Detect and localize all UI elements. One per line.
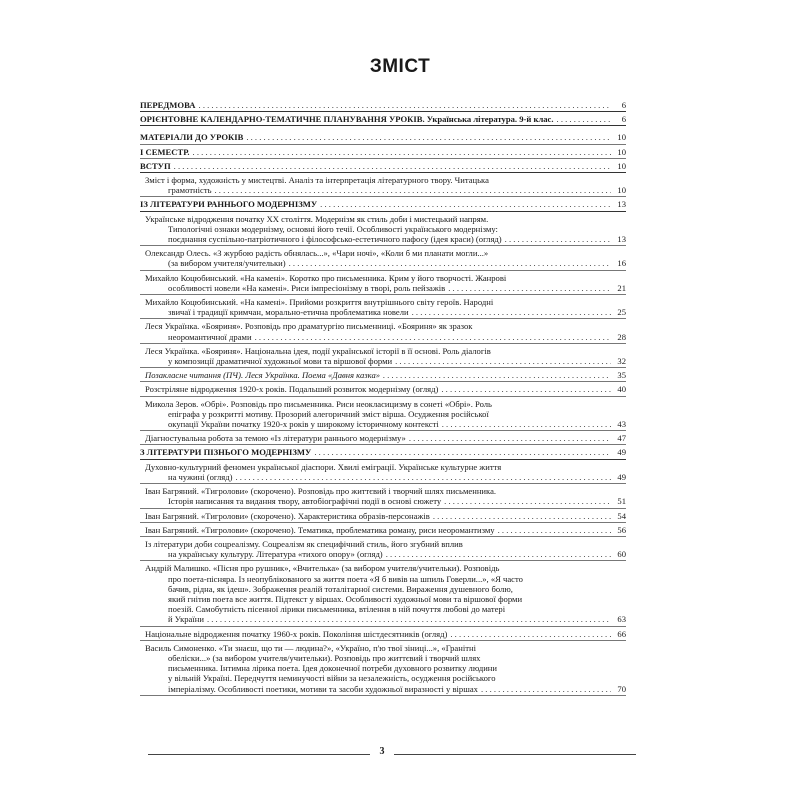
toc-page-number: 21 [617,282,626,293]
toc-entry-line [140,185,626,195]
toc-entry[interactable] [140,445,626,459]
toc-page-number: 56 [617,524,626,535]
toc-page-number: 49 [617,471,626,482]
toc-entry-line [140,549,626,559]
toc-entry-text: письменника. Інтимна лірика поета. Ідея доконечної потреби духовного розвитку людини [168,663,497,674]
toc-entry[interactable] [140,98,626,112]
toc-page-number: 10 [617,146,626,157]
toc-entry-text: на чужині (огляд) [168,471,233,482]
toc-page-number: 51 [617,496,626,507]
toc-entry-line [140,419,626,429]
toc-entry-line [140,100,626,110]
toc-entry-text: який гнітив поета все життя. Підтекст у віршах. Особливості художньої мови та віршової форми [168,593,523,604]
toc-entry-line [140,161,626,171]
dot-leader [215,185,612,195]
toc-entry-text: й України [168,614,204,625]
toc-entry-line [140,663,626,673]
toc-page-number: 49 [617,447,626,458]
dot-leader [255,332,611,342]
toc-entry-text: Михайло Коцюбинський. «На камені». Прийоми розкриття внутрішнього світу героїв. Народні [145,297,494,308]
toc-entry-line [140,258,626,268]
toc-page-number: 32 [617,356,626,367]
page-title: ЗМІСТ [369,56,431,77]
toc-entry[interactable] [140,271,626,295]
toc-entry-text: ОРІЄНТОВНЕ КАЛЕНДАРНО-ТЕМАТИЧНЕ ПЛАНУВАННЯ УРОКІВ. Українська література. 9-й клас. [140,114,554,125]
toc-entry-text: окупації України початку 1920-х років у широкому історичному контексті [168,419,439,430]
toc-entry-line [140,248,626,258]
toc-page-number: 10 [617,132,626,143]
toc-entry[interactable] [140,344,626,368]
toc-entry-text: МАТЕРІАЛИ ДО УРОКІВ [140,132,244,143]
toc-page-number: 6 [621,114,626,125]
toc-entry[interactable] [140,295,626,319]
toc-page-number: 13 [617,199,626,210]
toc-entry-line [140,563,626,573]
dot-leader [174,161,611,171]
toc-entry-line [140,684,626,694]
toc-entry-line [140,321,626,331]
toc-entry-line [140,594,626,604]
toc-entry-line [140,584,626,594]
toc-entry[interactable] [140,145,626,159]
toc-entry[interactable] [140,641,626,696]
toc-entry-line [140,214,626,224]
toc-entry-line [140,297,626,307]
toc-entry-text: про поета-пісняра. Із неопублікованого за життя поета «Я б вивів на шпиль Говерли...», «Я часто [168,573,523,584]
toc-entry[interactable] [140,159,626,173]
toc-page-number: 66 [617,628,626,639]
toc-entry-text: звичаї і традиції кримчан, морально-етична проблематика новели [168,307,409,318]
toc-entry-text: Микола Зеров. «Обрі». Розповідь про письменника. Риси неокласицизму в сонеті «Обрі». Роль [145,398,492,409]
toc-entry-text: Олександр Олесь. «З журбою радість обнялась...», «Чари ночі», «Коли б ми планати могли...» [145,248,489,259]
toc-entry-text: ПЕРЕДМОВА [140,100,196,110]
toc-page-number: 40 [617,384,626,395]
toc-entry-line [140,346,626,356]
toc-entry-line [140,614,626,624]
toc-entry-line [140,273,626,283]
dot-leader [193,147,611,157]
toc-entry-text: З ЛІТЕРАТУРИ ПІЗНЬОГО МОДЕРНІЗМУ [140,447,312,458]
toc-entry[interactable] [140,112,626,126]
toc-entry-text: поезій. Самобутність пісенної лірики письменника, втілення в ній почуття любові до матері [168,604,506,615]
toc-page-number: 13 [617,234,626,245]
toc-page-number: 10 [617,185,626,196]
toc-entry-text: Із літератури доби соцреалізму. Соцреалізм як специфічний стиль, його згубний вплив [145,538,463,549]
toc-entry[interactable] [140,561,626,626]
dot-leader [481,684,611,694]
toc-entry-line [140,525,626,535]
toc-entry-text: у композиції драматичної художньої мови та віршової форми [168,356,393,367]
toc-entry-line [140,332,626,342]
toc-entry-line [140,462,626,472]
dot-leader [444,496,611,506]
toc-entry-line [140,574,626,584]
toc-entry-line [140,307,626,317]
toc-entry-line [140,472,626,482]
toc-page-number: 60 [617,549,626,560]
dot-leader [448,283,611,293]
toc-entry[interactable] [140,197,626,211]
toc-entry-text: Андрій Малишко. «Пісня про рушник», «Вчителька» (за вибором учителя/учительки). Розповідь [145,563,500,574]
dot-leader [433,511,611,521]
toc-entry[interactable] [140,382,626,396]
toc-page-number: 16 [617,258,626,269]
toc-entry[interactable] [140,246,626,270]
toc-entry-line [140,539,626,549]
toc-entry[interactable] [140,523,626,537]
dot-leader [320,199,611,209]
toc-entry-text: Леся Українка. «Бояриня». Розповідь про драматургію письменниці. «Бояриня» як зразок [145,321,473,332]
dot-leader [246,132,611,142]
toc-entry-text: Діагностувальна робота за темою «Із літератури раннього модернізму» [145,433,406,444]
toc-page-number: 47 [617,433,626,444]
dot-leader [383,370,611,380]
toc-entry[interactable] [140,509,626,523]
toc-entry-text: Зміст і форма, художність у мистецтві. Аналіз та інтерпретація літературного твору. Читацька [145,175,489,186]
toc-entry-text: Українське відродження початку ХХ століття. Модернізм як стиль доби і мистецький напрям. [145,213,489,224]
toc-entry[interactable] [140,537,626,561]
toc-entry-line [140,604,626,614]
toc-entry-line [140,356,626,366]
toc-entry-line [140,147,626,157]
toc-page-number: 10 [617,160,626,171]
dot-leader [409,433,611,443]
dot-leader [207,614,611,624]
toc-entry-line [140,409,626,419]
dot-leader [442,419,611,429]
toc-page-number: 54 [617,510,626,521]
toc-entry-text: Типологічні ознаки модернізму, основні його течії. Особливості українського модернізму: [168,223,498,234]
toc-entry-text: Василь Симоненко. «Ти знаєш, що ти — людина?», «Україно, п'ю твої зіниці...», «Гранітні [145,642,476,653]
dot-leader [235,472,611,482]
toc-entry[interactable] [140,431,626,445]
toc-entry[interactable] [140,130,626,144]
toc-entry-text: ВСТУП [140,160,171,171]
toc-entry-text: бачив, рідна, як ідеш». Зображення реалій тоталітарної системи. Вираження душевного болю, [168,583,513,594]
toc-entry-line [140,447,626,457]
toc-entry-text: Історія написання та видання твору, автобіографічні події в основі сюжету [168,496,442,507]
toc-entry-line [140,370,626,380]
toc-entry-text: особливості новели «На камені». Риси імпресіонізму в творі, роль пейзажів [168,282,446,293]
toc-entry[interactable] [140,368,626,382]
page-number: 3 [370,746,394,757]
toc-entry-text: у вільній Україні. Передчуття неминучості війни за незалежність, осудження російського [168,673,496,684]
dot-leader [386,549,611,559]
toc-entry-text: обеліски...» (за вибором учителя/учительки). Розповідь про життєвий і творчий шлях [168,652,481,663]
toc-entry-text: Леся Українка. «Бояриня». Національна ідея, події української історії в її основі. Роль діалогів [145,345,491,356]
dot-leader [199,100,611,110]
toc-entry-line [140,511,626,521]
dot-leader [557,114,611,124]
dot-leader [412,307,611,317]
toc-entry-line [140,433,626,443]
toc-entry-line [140,199,626,209]
toc-page-number: 43 [617,419,626,430]
toc-page-number: 28 [617,331,626,342]
dot-leader [450,629,611,639]
toc-entry-text: Позакласне читання (ПЧ). Леся Українка. Поема «Давня казка» [145,370,381,381]
toc-entry-text: Розстріляне відродження 1920-х років. Подальший розвиток модернізму (огляд) [145,384,439,395]
toc-entry-line [140,283,626,293]
toc-page-number: 63 [617,614,626,625]
toc-entry-text: І СЕМЕСТР. [140,146,190,157]
toc-entry-text: епіграфа у розкритті мотиву. Прозорий алегоричний зміст вірша. Осудження російської [168,408,489,419]
toc-entry[interactable] [140,397,626,432]
dot-leader [441,384,611,394]
toc-entry-line [140,114,626,124]
toc-entry-text: на українську культуру. Література «тихого опору» (огляд) [168,549,383,560]
toc-entry-text: Національне відродження початку 1960-х років. Покоління шістдесятників (огляд) [145,628,448,639]
toc-page-number: 70 [617,683,626,694]
toc-entry[interactable] [140,212,626,247]
toc-entry-line [140,132,626,142]
toc-page-number: 35 [617,370,626,381]
toc-entry-line [140,175,626,185]
toc-entry[interactable] [140,460,626,484]
toc-page-number: 6 [621,100,626,110]
toc-entry-text: Іван Багряний. «Тигролови» (скорочено). Тематика, проблематика роману, риси неоромантизму [145,524,495,535]
toc-entry-line [140,384,626,394]
toc-entry[interactable] [140,627,626,641]
dot-leader [289,258,611,268]
toc-entry-text: поєднання суспільно-патріотичного і філософсько-естетичного пафосу (ідея краси) (огляд) [168,234,502,245]
toc-entry-text: Іван Багряний. «Тигролови» (скорочено). Розповідь про життєвий і творчий шлях письменника. [145,486,497,497]
toc-entry-line [140,653,626,663]
toc-entry-line [140,486,626,496]
toc-entry-line [140,673,626,683]
toc-entry-line [140,234,626,244]
toc-entry-line [140,224,626,234]
toc-entry-text: грамотність [168,185,212,196]
table-of-contents [140,98,626,696]
toc-entry-text: (за вибором учителя/учительки) [168,258,286,269]
toc-entry-text: Духовно-культурний феномен української діаспори. Хвилі еміграції. Українське культурне життя [145,461,502,472]
toc-entry[interactable] [140,319,626,343]
toc-entry-text: імперіалізму. Особливості поетики, мотиви та засоби художньої виразності у віршах [168,683,478,694]
dot-leader [505,234,611,244]
toc-entry-text: неоромантичної драми [168,331,252,342]
toc-entry-line [140,496,626,506]
toc-page-number: 25 [617,307,626,318]
toc-entry-text: Михайло Коцюбинський. «На камені». Коротко про письменника. Крим у його творчості. Жанрові [145,272,507,283]
toc-entry[interactable] [140,484,626,508]
dot-leader [498,525,611,535]
toc-entry-line [140,629,626,639]
toc-entry[interactable] [140,173,626,197]
toc-entry-text: ІЗ ЛІТЕРАТУРИ РАННЬОГО МОДЕРНІЗМУ [140,199,318,210]
toc-entry-text: Іван Багряний. «Тигролови» (скорочено). Характеристика образів-персонажів [145,510,430,521]
dot-leader [395,356,611,366]
toc-entry-line [140,643,626,653]
toc-entry-line [140,399,626,409]
dot-leader [314,447,611,457]
